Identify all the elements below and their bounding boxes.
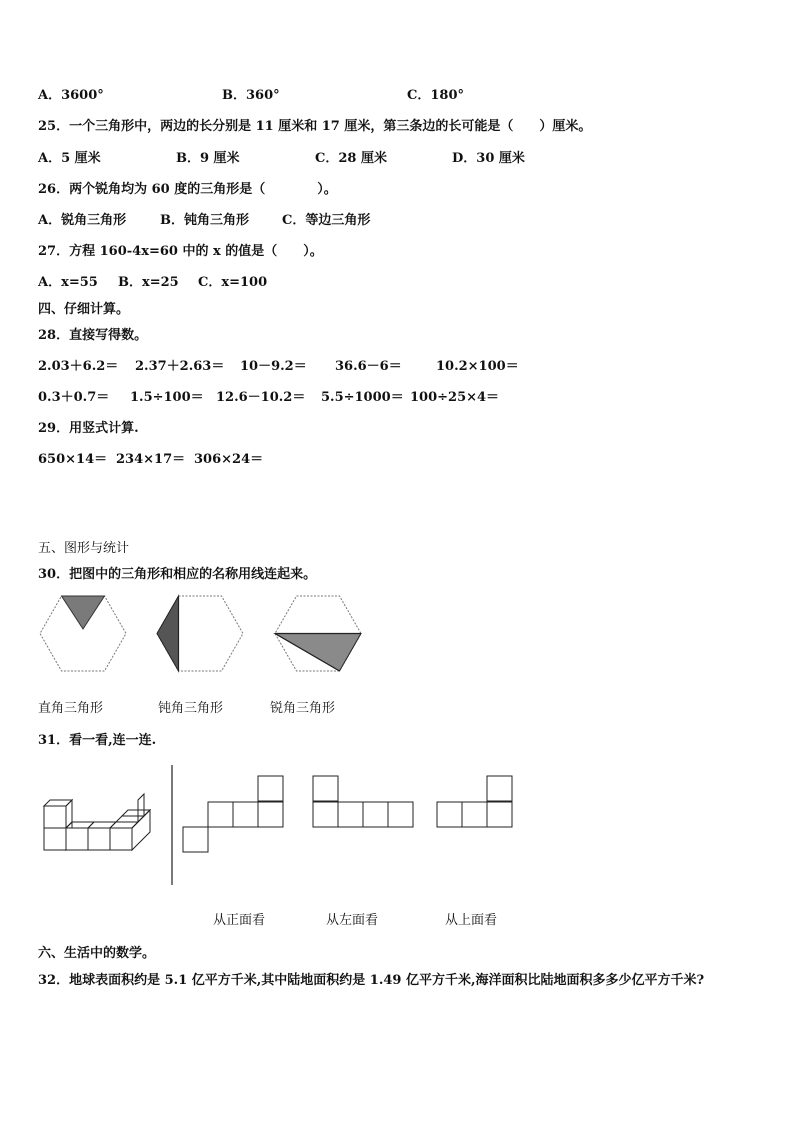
section-5-heading: 五、图形与统计 [38, 541, 130, 556]
q28-r2-item5: 100÷25×4＝ [410, 390, 500, 405]
q24-option-a: A．3600° [38, 88, 104, 103]
q24-option-b: B．360° [222, 88, 280, 103]
q31-view-top: 从上面看 [445, 913, 498, 928]
hexagon-figure-1 [40, 596, 126, 671]
vertical-divider [171, 765, 173, 885]
shaded-triangle [275, 634, 361, 672]
q29-item2: 234×17＝ [116, 452, 186, 467]
q31-view-front: 从正面看 [213, 913, 266, 928]
q30-label-right-triangle: 直角三角形 [38, 701, 104, 716]
q28-r2-item4: 5.5÷1000＝ [321, 390, 404, 405]
q25-stem: 25．一个三角形中，两边的长分别是 11 厘米和 17 厘米，第三条边的长可能是（ ）厘米。 [38, 119, 592, 134]
shaded-triangle [157, 596, 179, 671]
q28-r1-item2: 2.37＋2.63＝ [135, 359, 225, 374]
q30-label-obtuse-triangle: 钝角三角形 [158, 701, 224, 716]
q27-option-b: B．x=25 [118, 275, 179, 290]
q26-option-a: A．锐角三角形 [38, 213, 127, 228]
q32-stem: 32．地球表面积约是 5.1 亿平方千米,其中陆地面积约是 1.49 亿平方千米,海洋面积比陆地面积多多少亿平方千米? [38, 973, 705, 988]
q27-option-c: C．x=100 [198, 275, 268, 290]
q24-option-c: C．180° [407, 88, 464, 103]
q25-option-a: A．5 厘米 [38, 151, 101, 166]
q30-stem: 30．把图中的三角形和相应的名称用线连起来。 [38, 567, 317, 582]
cube-solid-figure [40, 798, 160, 858]
q25-option-c: C．28 厘米 [315, 151, 387, 166]
q26-option-b: B．钝角三角形 [160, 213, 249, 228]
q28-r2-item1: 0.3＋0.7＝ [38, 390, 110, 405]
q26-stem: 26．两个锐角均为 60 度的三角形是（ ）。 [38, 182, 337, 197]
section-6-heading: 六、生活中的数学。 [38, 946, 156, 961]
q28-r1-item4: 36.6－6＝ [335, 359, 402, 374]
shaded-triangle [62, 596, 105, 629]
q26-option-c: C．等边三角形 [282, 213, 371, 228]
q28-r1-item3: 10－9.2＝ [240, 359, 307, 374]
q27-option-a: A．x=55 [38, 275, 98, 290]
q29-stem: 29．用竖式计算. [38, 421, 139, 436]
q28-stem: 28．直接写得数。 [38, 328, 148, 343]
q28-r1-item5: 10.2×100＝ [436, 359, 519, 374]
q28-r1-item1: 2.03＋6.2＝ [38, 359, 119, 374]
q27-stem: 27．方程 160-4x=60 中的 x 的值是（ ）。 [38, 244, 323, 259]
view-figure-1 [182, 776, 284, 854]
q30-label-acute-triangle: 锐角三角形 [270, 701, 336, 716]
q28-r2-item2: 1.5÷100＝ [130, 390, 204, 405]
q29-item1: 650×14＝ [38, 452, 108, 467]
hexagon-figure-3 [275, 596, 361, 671]
q31-stem: 31．看一看,连一连. [38, 733, 157, 748]
view-figure-2 [312, 776, 414, 830]
q29-item3: 306×24＝ [194, 452, 264, 467]
hexagon-figure-2 [157, 596, 243, 671]
q31-view-left: 从左面看 [326, 913, 379, 928]
q25-option-b: B．9 厘米 [176, 151, 240, 166]
q28-r2-item3: 12.6－10.2＝ [216, 390, 306, 405]
q25-option-d: D．30 厘米 [452, 151, 525, 166]
section-4-heading: 四、仔细计算。 [38, 302, 130, 317]
view-figure-3 [436, 776, 514, 830]
